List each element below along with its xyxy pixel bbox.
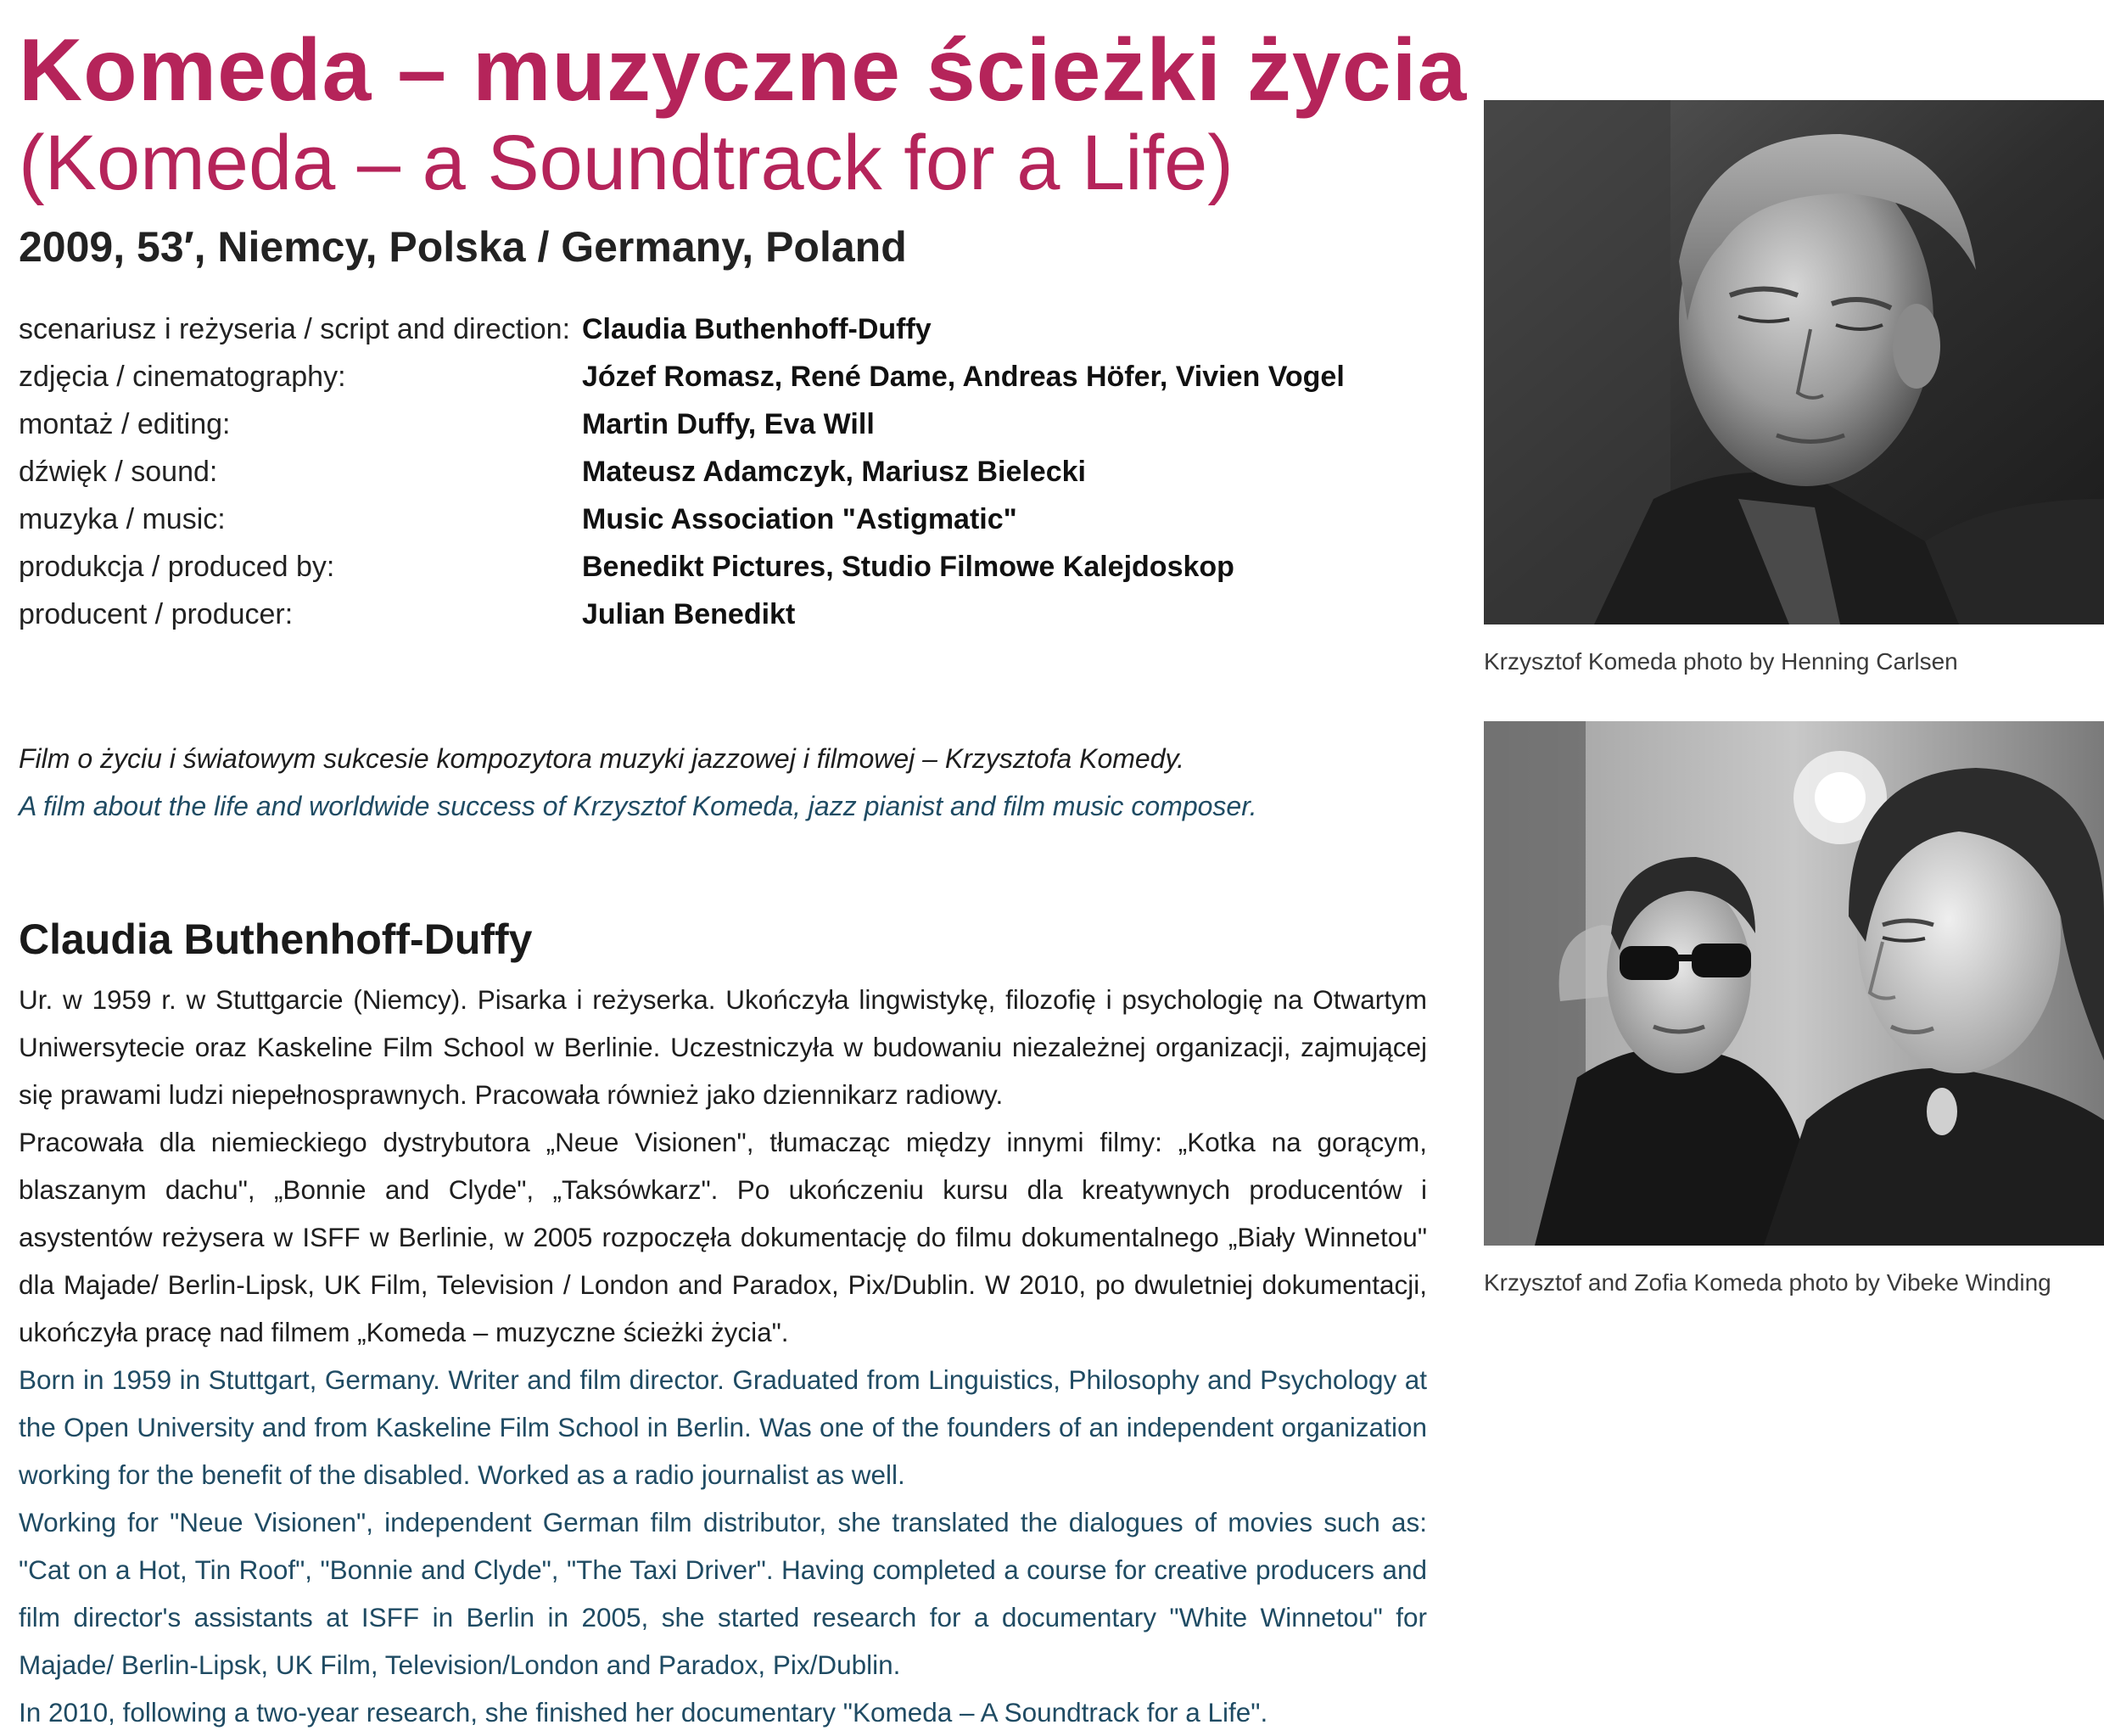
komeda-portrait-photo xyxy=(1484,100,2104,624)
bio-paragraph-english: Working for "Neue Visionen", independent German film distributor, she translated the dialogues of movies such as: "Cat on a Hot, Tin Roof", "Bonnie and Clyde", "The Taxi Driver". Having completed a course for creative producers and film director's assistants at ISFF in Berlin in 2005, she started research for a documentary "White Winnetou" for Majade/ Berlin-Lipsk, UK Film, Television/London and Paradox, Pix/Dublin. xyxy=(19,1507,1427,1680)
bio-paragraph-polish: Pracowała dla niemieckiego dystrybutora „Neue Visionen", tłumacząc między innymi filmy: „Kotka na gorącym, blaszanym dachu", „Bonnie and Clyde", „Taksówkarz". Po ukończeniu kursu dla kreatywnych producentów i asystentów reżysera w ISFF w Berlinie, w 2005 rozpoczęła dokumentację do filmu dokumentalnego „Biały Winnetou" dla Majade/ Berlin-Lipsk, UK Film, Television / London and Paradox, Pix/Dublin. W 2010, po dwuletniej dokumentacji, ukończyła pracę nad filmem „Komeda – muzyczne ścieżki życia". xyxy=(19,1127,1427,1347)
photo-caption: Krzysztof Komeda photo by Henning Carlsen xyxy=(1484,648,1958,675)
credit-names: Claudia Buthenhoff-Duffy xyxy=(582,313,932,345)
credit-names: Benedikt Pictures, Studio Filmowe Kalejdoskop xyxy=(582,551,1234,583)
film-title-english: (Komeda – a Soundtrack for a Life) xyxy=(19,120,1234,206)
credit-role: dźwięk / sound: xyxy=(19,456,218,488)
credit-names: Józef Romasz, René Dame, Andreas Höfer, Vivien Vogel xyxy=(582,361,1345,393)
bio-paragraph-english: Born in 1959 in Stuttgart, Germany. Writer and film director. Graduated from Linguistics, Philosophy and Psychology at the Open University and from Kaskeline Film School in Berlin. Was one of the founders of an independent organization working for the benefit of the disabled. Worked as a radio journalist as well. xyxy=(19,1364,1427,1490)
photo-caption: Krzysztof and Zofia Komeda photo by Vibeke Winding xyxy=(1484,1269,2051,1296)
director-name: Claudia Buthenhoff-Duffy xyxy=(19,916,533,963)
credit-role: muzyka / music: xyxy=(19,503,226,535)
credit-names: Music Association "Astigmatic" xyxy=(582,503,1017,535)
credit-names: Martin Duffy, Eva Will xyxy=(582,408,875,440)
bio-paragraph-polish: Ur. w 1959 r. w Stuttgarcie (Niemcy). Pisarka i reżyserka. Ukończyła lingwistykę, filozofię i psychologię na Otwartym Uniwersytecie oraz Kaskeline Film School w Berlinie. Uczestniczyła w budowaniu niezależnej organizacji, zajmującej się prawami ludzi niepełnosprawnych. Pracowała również jako dziennikarz radiowy. xyxy=(19,984,1427,1110)
credit-row xyxy=(19,305,1427,353)
credits-list xyxy=(19,305,1427,638)
credit-row xyxy=(19,400,1427,448)
credit-row xyxy=(19,496,1427,543)
credit-role: produkcja / produced by: xyxy=(19,551,335,583)
credit-row xyxy=(19,591,1427,638)
credit-row xyxy=(19,543,1427,591)
synopsis-english: A film about the life and worldwide success of Krzysztof Komeda, jazz pianist and film music composer. xyxy=(19,791,1257,821)
credit-role: producent / producer: xyxy=(19,598,294,630)
film-meta: 2009, 53′, Niemcy, Polska / Germany, Poland xyxy=(19,223,907,271)
credit-role: scenariusz i reżyseria / script and direction: xyxy=(19,313,571,345)
credit-role: montaż / editing: xyxy=(19,408,231,440)
film-title-polish: Komeda – muzyczne ścieżki życia xyxy=(19,21,1468,120)
credit-names: Julian Benedikt xyxy=(582,598,796,630)
synopsis xyxy=(19,735,1427,830)
director-bio xyxy=(19,976,1427,1736)
credit-names: Mateusz Adamczyk, Mariusz Bielecki xyxy=(582,456,1086,488)
bio-paragraph-english: In 2010, following a two-year research, she finished her documentary "Komeda – A Soundtrack for a Life". xyxy=(19,1697,1268,1728)
komeda-couple-photo xyxy=(1484,721,2104,1246)
synopsis-polish: Film o życiu i światowym sukcesie kompozytora muzyki jazzowej i filmowej – Krzysztofa Komedy. xyxy=(19,743,1185,774)
credit-row xyxy=(19,353,1427,400)
credit-row xyxy=(19,448,1427,496)
credit-role: zdjęcia / cinematography: xyxy=(19,361,346,393)
